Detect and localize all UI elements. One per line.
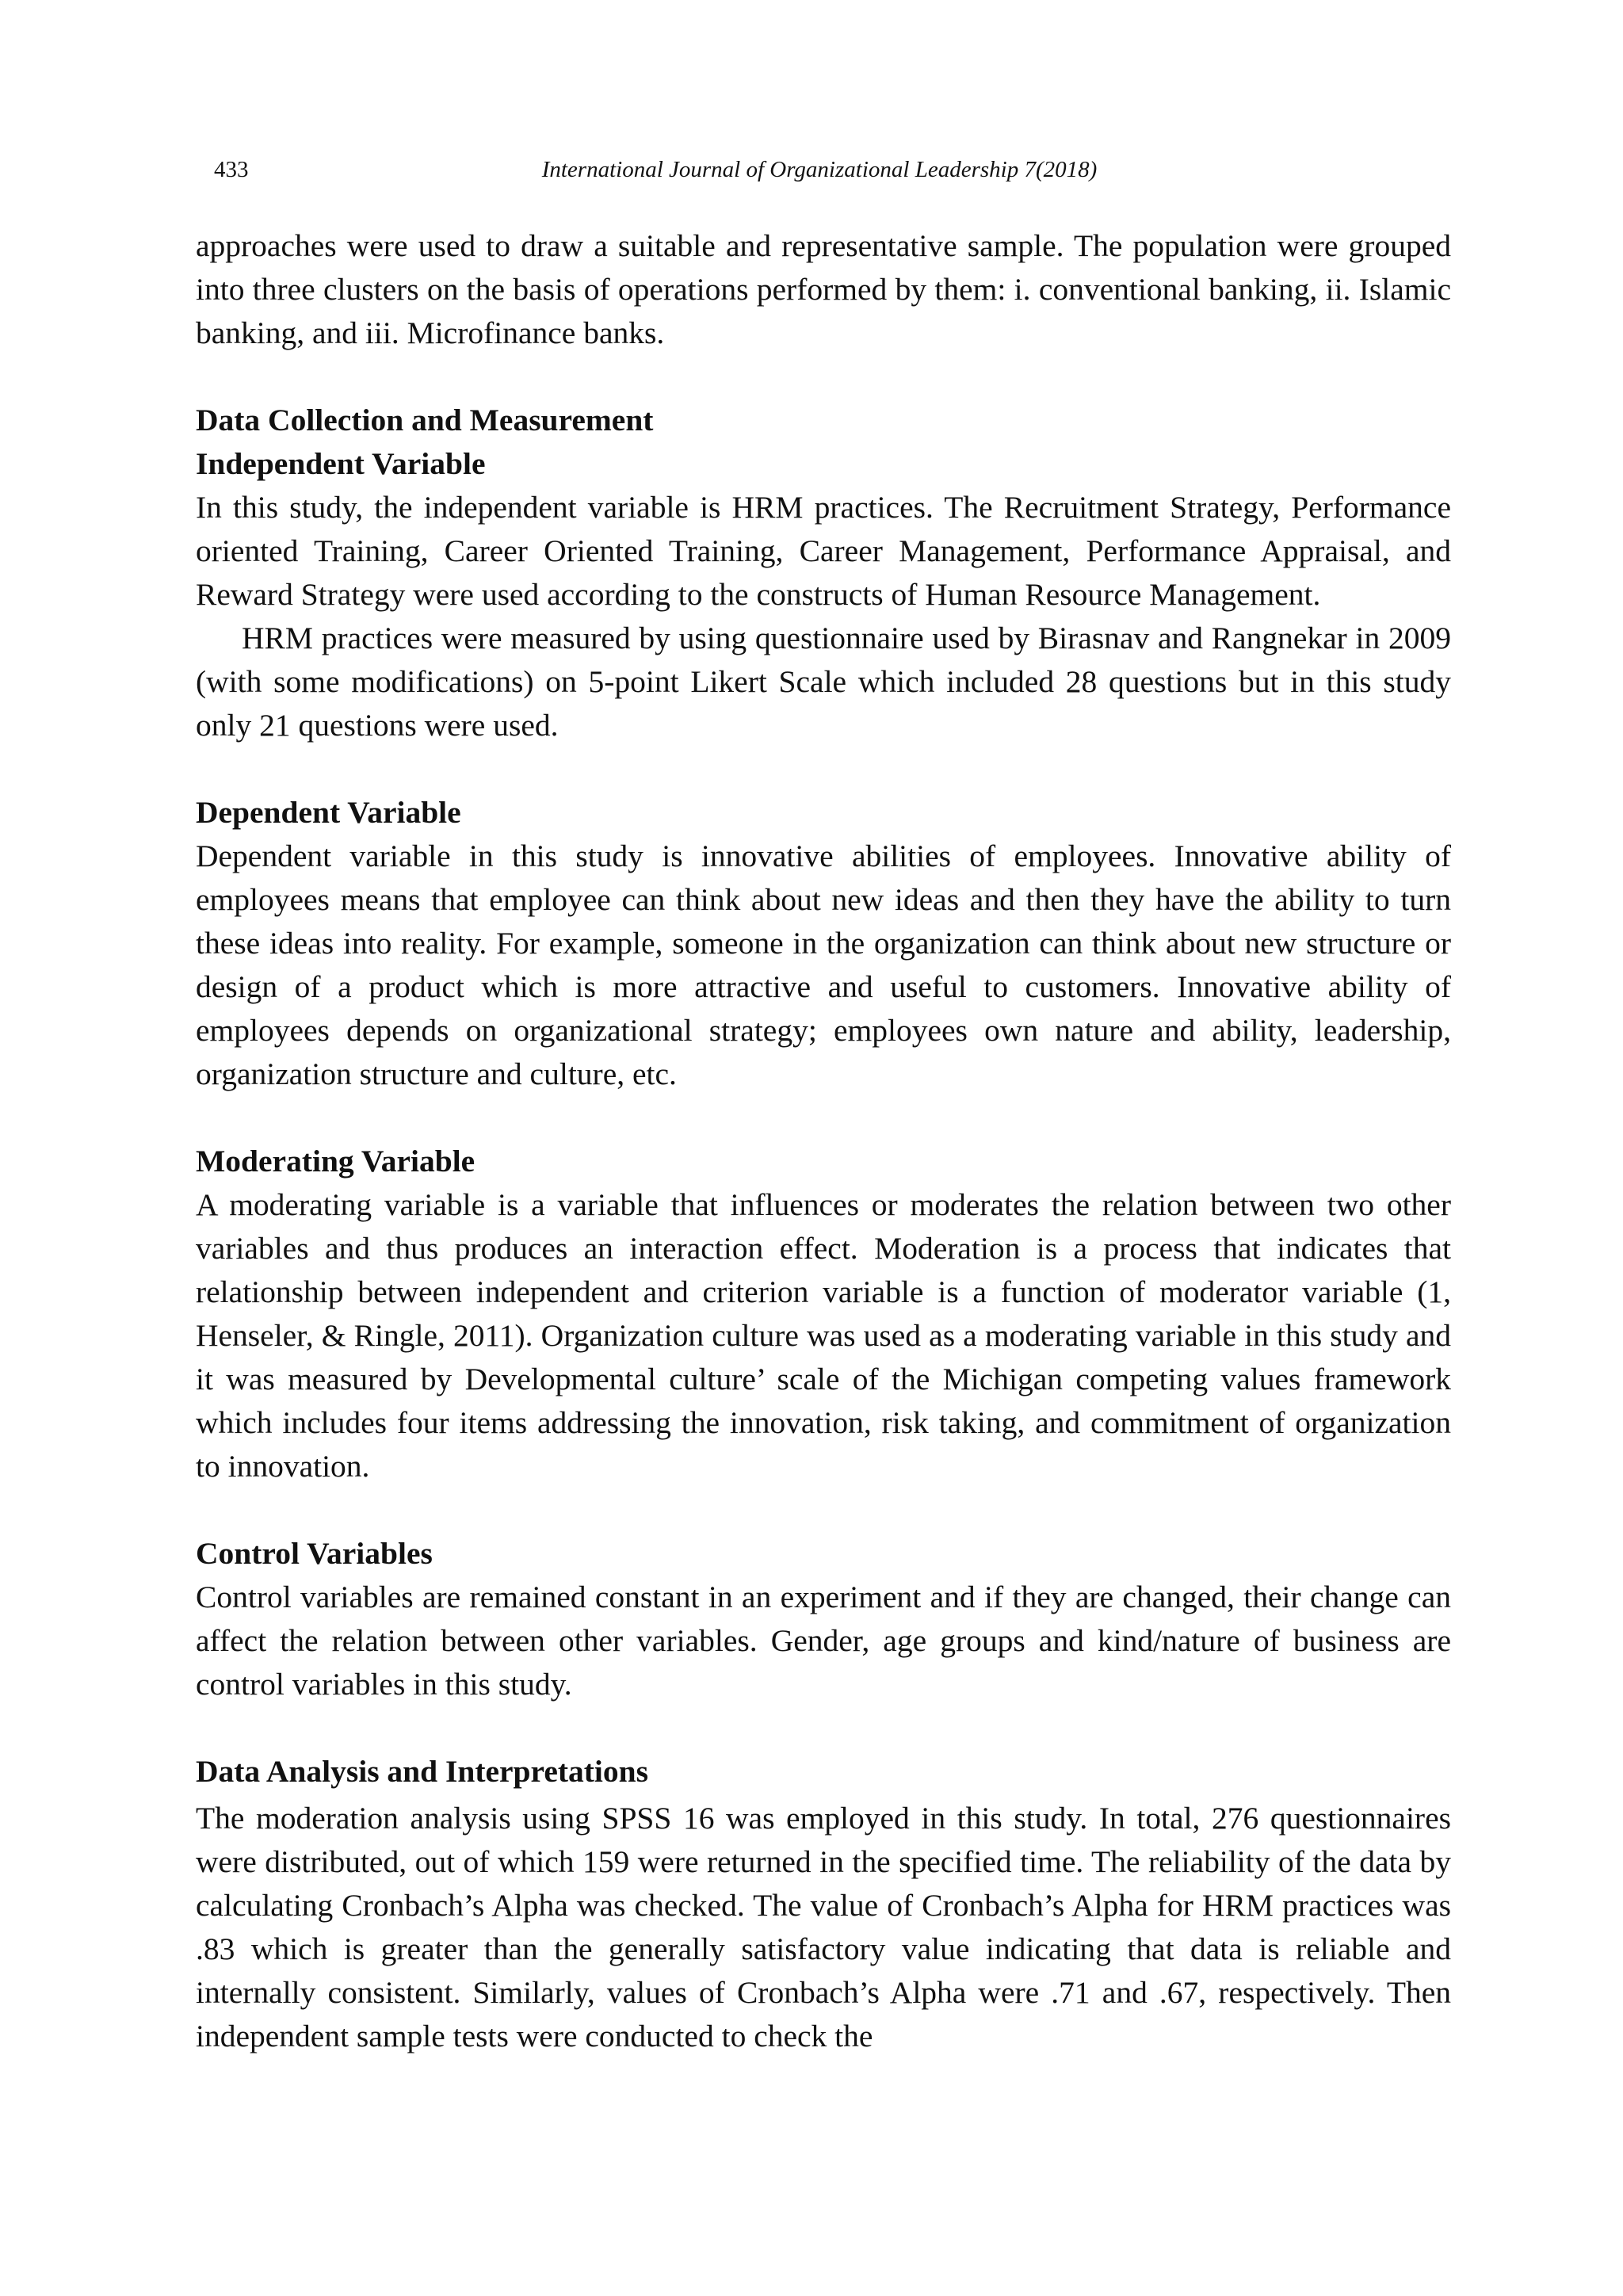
independent-variable-paragraph: In this study, the independent variable is HRM practices. The Recruitment Strategy, Performance oriented Training, Career Oriented Training, Career Management, Performance Appraisal, and Reward Strategy were used according to the constructs of Human Resource Management. <box>196 490 1451 612</box>
page-number: 433 <box>214 157 249 182</box>
journal-title: International Journal of Organizational Leadership 7(2018) <box>541 157 1098 182</box>
section-heading-data-analysis: Data Analysis and Interpretations <box>196 1754 648 1789</box>
article-body <box>196 224 1451 2058</box>
subheading-moderating-variable: Moderating Variable <box>196 1144 475 1179</box>
subheading-independent-variable: Independent Variable <box>196 446 486 481</box>
hrm-measurement-paragraph: HRM practices were measured by using questionnaire used by Birasnav and Rangnekar in 2009 (with some modifications) on 5-point Likert Scale which included 28 questions but in this study only 21 questions were used. <box>196 621 1451 743</box>
subheading-control-variables: Control Variables <box>196 1536 433 1571</box>
page-header <box>0 157 1623 189</box>
intro-paragraph: approaches were used to draw a suitable and representative sample. The population were grouped into three clusters on the basis of operations performed by them: i. conventional banking, ii. Islamic banking, and iii. Microfinance banks. <box>196 228 1451 350</box>
data-analysis-paragraph: The moderation analysis using SPSS 16 was employed in this study. In total, 276 questionnaires were distributed, out of which 159 were returned in the specified time. The reliability of the data by calculating Cronbach’s Alpha was checked. The value of Cronbach’s Alpha for HRM practices was .83 which is greater than the generally satisfactory value indicating that data is reliable and internally consistent. Similarly, values of Cronbach’s Alpha were .71 and .67, respectively. Then independent sample tests were conducted to check the <box>196 1801 1451 2053</box>
dependent-variable-paragraph: Dependent variable in this study is innovative abilities of employees. Innovative ability of employees means that employee can think about new ideas and then they have the ability to turn these ideas into reality. For example, someone in the organization can think about new structure or design of a product which is more attractive and useful to customers. Innovative ability of employees depends on organizational strategy; employees own nature and ability, leadership, organization structure and culture, etc. <box>196 839 1451 1091</box>
subheading-dependent-variable: Dependent Variable <box>196 795 461 830</box>
moderating-variable-paragraph: A moderating variable is a variable that influences or moderates the relation between two other variables and thus produces an interaction effect. Moderation is a process that indicates that relationship between independent and criterion variable is a function of moderator variable (1, Henseler, & Ringle, 2011). Organization culture was used as a moderating variable in this study and it was measured by Developmental culture’ scale of the Michigan competing values framework which includes four items addressing the innovation, risk taking, and commitment of organization to innovation. <box>196 1187 1451 1484</box>
section-heading-data-collection: Data Collection and Measurement <box>196 403 654 437</box>
control-variables-paragraph: Control variables are remained constant in an experiment and if they are changed, their change can affect the relation between other variables. Gender, age groups and kind/nature of business are control variables in this study. <box>196 1580 1451 1702</box>
